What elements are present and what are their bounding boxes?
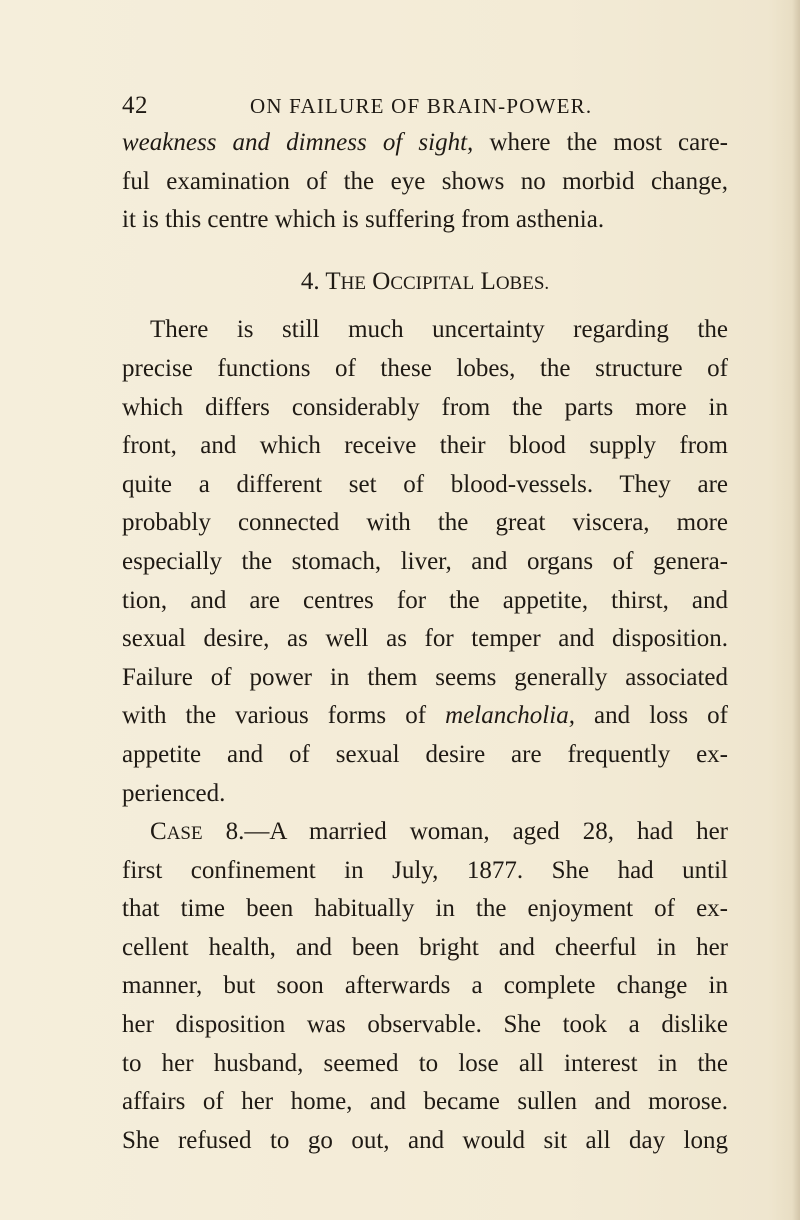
text-line: Failure of power in them seems generally associated: [122, 663, 728, 691]
page-number: 42: [122, 92, 148, 119]
text-line: it is this centre which is suffering from asthenia.: [122, 206, 605, 234]
text-line: with the various forms of melancholia, and loss of: [122, 702, 729, 730]
text-line: She refused to go out, and would sit all day long: [122, 1126, 728, 1154]
italic-phrase: weakness and dimness of sight,: [122, 129, 474, 156]
text-line: that time been habitually in the enjoyment of ex-: [122, 895, 728, 923]
text-line: which differs considerably from the parts more in: [122, 393, 728, 421]
spacer: [122, 301, 728, 311]
spacer: [122, 240, 728, 263]
text-line: first confinement in July, 1877. She had until: [122, 856, 728, 884]
text-line: precise functions of these lobes, the structure of: [122, 354, 728, 382]
running-title: ON FAILURE OF BRAIN-POWER.: [250, 94, 593, 118]
text-line: appetite and of sexual desire are frequently ex-: [122, 740, 728, 768]
body-text: [122, 124, 728, 1160]
text-line: perienced.: [122, 779, 226, 807]
running-head: [122, 92, 707, 126]
text-line: quite a different set of blood-vessels. They are: [122, 470, 728, 498]
text-line: cellent health, and been bright and cheerful in her: [122, 933, 728, 961]
text-line: manner, but soon afterwards a complete change in: [122, 972, 728, 1000]
text-line: sexual desire, as well as for temper and disposition.: [122, 625, 728, 653]
text-line: [122, 124, 728, 163]
text-line: affairs of her home, and became sullen and morose.: [122, 1088, 728, 1116]
text-line: her disposition was observable. She took a dislike: [122, 1011, 728, 1039]
text-line: ful examination of the eye shows no morbid change,: [122, 167, 728, 195]
text-line: There is still much uncertainty regarding the: [150, 316, 728, 344]
text-line: probably connected with the great viscera, more: [122, 509, 728, 537]
text-line: especially the stomach, liver, and organs of genera-: [122, 547, 728, 575]
section-heading: 4. THE OCCIPITAL LOBES.: [300, 267, 550, 295]
text-line: to her husband, seemed to lose all interest in the: [122, 1049, 728, 1077]
italic-phrase: melancholia,: [445, 702, 575, 730]
text-line: tion, and are centres for the appetite, thirst, and: [122, 586, 728, 614]
text-span: where the most care-: [473, 129, 728, 156]
text-line: front, and which receive their blood supply from: [122, 432, 728, 460]
text-line: CASE 8.—A married woman, aged 28, had her: [150, 818, 728, 846]
page-edge-shadow: [792, 0, 800, 1220]
